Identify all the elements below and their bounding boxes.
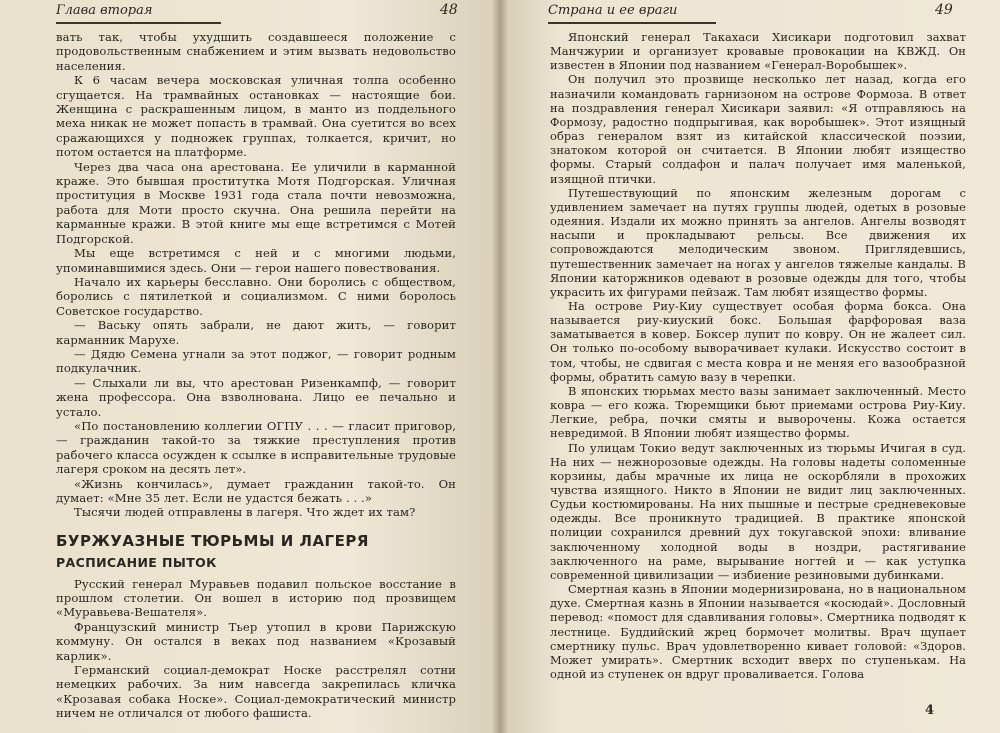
paragraph: Смертная казнь в Японии модернизирована, но в национальном духе. Смертная казнь в Японии называется «косюдай». Дословный перевод: «помост для сдавливания головы». Смертника подводят к лестнице. Буддийский жрец бормочет молитвы. Врач щупает смертнику пульс. Врач удовлетворенно кивает головой: «Здоров. Может умирать». Смертник всходит вверх по ступенькам. На одной из ступенек он вдруг проваливается. Голова bbox=[550, 582, 966, 682]
paragraph: вать так, чтобы ухудшить создавшееся положение с продовольственным снабжением и этим вызвать недовольство населения. bbox=[56, 30, 456, 73]
paragraph: «По постановлению коллегии ОГПУ . . . — гласит приговор, — гражданин такой-то за тяжкие преступления против рабочего класса осужден к ссылке в исправительные трудовые лагеря сроком на десять лет». bbox=[56, 418, 456, 477]
paragraph: «Жизнь кончилась», думает гражданин такой-то. Он думает: «Мне 35 лет. Если не удастся бежать . . .» bbox=[56, 476, 456, 505]
paragraph: В японских тюрьмах место вазы занимает заключенный. Место ковра — его кожа. Тюремщики бьют приемами острова Риу-Киу. Легкие, ребра, почки смяты и выворочены. Кожа остается невредимой. В Японии любят изящество формы. bbox=[550, 383, 966, 441]
paragraph: К 6 часам вечера московская уличная толпа особенно сгущается. На трамвайных остановках — настоящие бои. Женщина с раскрашенным лицом, в манто из поддельного меха никак не может попасть в трамвай. Она суетится во всех сражающихся у подножек группах, толкается, кричит, но потом остается на платформе. bbox=[56, 73, 456, 160]
paragraph: — Слыхали ли вы, что арестован Ризенкампф, — говорит жена профессора. Она взволнована. Лицо ее печально и устало. bbox=[56, 375, 456, 419]
paragraph: Французский министр Тьер утопил в крови Парижскую коммуну. Он остался в веках под названием «Крозавый карлик». bbox=[56, 619, 456, 663]
page-number-right: 49 bbox=[935, 2, 953, 18]
book-gutter bbox=[492, 0, 508, 733]
paragraph: Начало их карьеры бесславно. Они боролись с обществом, боролись с пятилеткой и социализмом. С ними боролось Советское государство. bbox=[56, 274, 456, 318]
right-paragraphs bbox=[550, 30, 966, 681]
paragraph: Мы еще встретимся с ней и с многими людьми, упоминавшимися здесь. Они — герои нашего повествования. bbox=[56, 246, 456, 275]
right-page bbox=[500, 0, 1000, 733]
right-page-body bbox=[550, 30, 966, 681]
paragraph: Японский генерал Такахаси Хисикари подготовил захват Манчжурии и организует кровавые провокации на КВЖД. Он известен в Японии под названием «Генерал-Воробышек». bbox=[550, 30, 966, 73]
paragraph: Германский социал-демократ Носке расстрелял сотни немецких рабочих. За ним навсегда закрепилась кличка «Крозавая собака Носке». Социал-демократический министр ничем не отличался от любого фашиста. bbox=[56, 663, 456, 721]
left-page-body bbox=[56, 30, 456, 721]
left-paragraphs-bottom bbox=[56, 577, 456, 721]
paragraph: На острове Риу-Киу существует особая форма бокса. Она называется риу-киуский бокс. Большая фарфоровая ваза заматывается в ковер. Боксер лупит по ковру. Он не жалеет сил. Он только по-особому выворачивает кулаки. Искусство состоит в том, чтобы, не сдвигая с места ковра и не меняя его вазообразной формы, обратить самую вазу в черепки. bbox=[550, 298, 966, 384]
paragraph: — Дядю Семена угнали за этот поджог, — говорит родным подкулачник. bbox=[56, 346, 456, 376]
page-number-left: 48 bbox=[440, 2, 458, 18]
running-head-right: Страна и ее враги bbox=[548, 2, 716, 24]
paragraph: — Ваську опять забрали, не дают жить, — говорит карманник Марухе. bbox=[56, 318, 456, 347]
signature-mark: 4 bbox=[925, 703, 935, 718]
running-head-left: Глава вторая bbox=[56, 2, 221, 24]
paragraph: Через два часа она арестована. Ее уличили в карманной краже. Это бывшая проститутка Мотя Подгорская. Уличная проституция в Москве 1931 года стала почти невозможна, работа для Моти просто скучна. Она решила перейти на карманные кражи. В этой книге мы еще встретимся с Мотей Подгорской. bbox=[56, 159, 456, 246]
section-title: БУРЖУАЗНЫЕ ТЮРЬМЫ И ЛАГЕРЯ bbox=[56, 531, 369, 550]
subsection-title: РАСПИСАНИЕ ПЫТОК bbox=[56, 555, 217, 571]
paragraph: По улицам Токио ведут заключенных из тюрьмы Ичигая в суд. На них — нежнорозовые одежды. На головы надеты соломенные корзины, дабы мрачные их лица не оскорбляли в прохожих чувства изящного. Никто в Японии не видит лиц заключенных. Судьи костюмированы. На них пышные и пестрые средневековые одежды. Все проникнуто традицией. В практике японской полиции сохранился древний дух токугавской эпохи: вливание заключенному холодной воды в ноздри, растягивание заключенного на раме, вырывание ногтей и — как уступка современной цивилизации — избиение резиновыми дубинками. bbox=[550, 440, 966, 582]
paragraph: Тысячи людей отправлены в лагеря. Что ждет их там? bbox=[74, 505, 416, 520]
paragraph: Он получил это прозвище несколько лет назад, когда его назначили командовать гарнизоном на острове Формоза. В ответ на поздравления генерал Хисикари заявил: «Я отправляюсь на Формозу, радостно подпрыгивая, как воробышек». Этот изящный образ генералом взят из китайской классической поэзии, знатоком которой он считается. В Японии любят изящество формы. Старый солдафон и палач получает имя маленькой, изящной птички. bbox=[550, 72, 966, 186]
paragraph: Русский генерал Муравьев подавил польское восстание в прошлом столетии. Он вошел в историю под прозвищем «Муравьева-Вешателя». bbox=[56, 576, 456, 620]
paragraph: Путешествующий по японским железным дорогам с удивлением замечает на путях группы людей, одетых в розовые одеяния. Издали их можно принять за ангелов. Ангелы возводят насыпи и прокладывают рельсы. Все движения их сопровождаются мелодическим звоном. Приглядевшись, путешественник замечает на ногах у ангелов тяжелые кандалы. В Японии каторжников одевают в розовые одежды для того, чтобы украсить их фигурами пейзаж. Там любят изящество формы. bbox=[550, 185, 966, 299]
left-paragraphs-top bbox=[56, 30, 456, 520]
